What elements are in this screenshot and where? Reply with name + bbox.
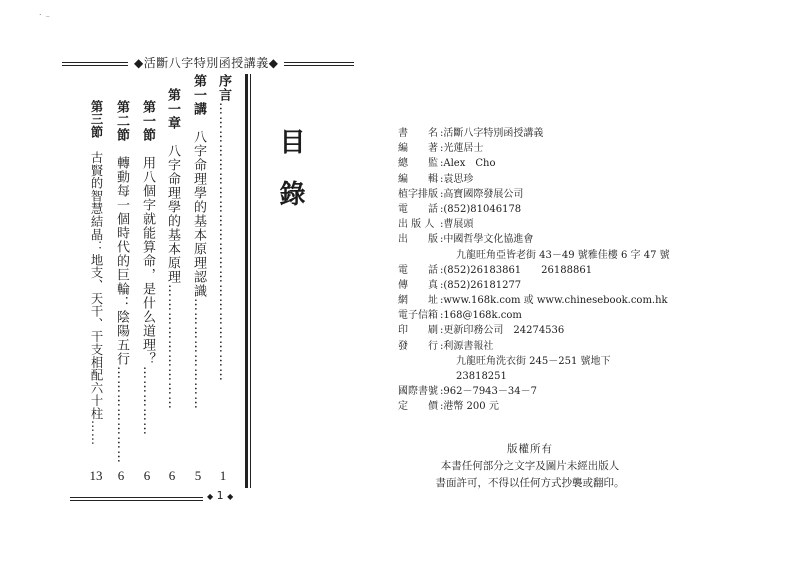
toc-page-number: 6 (117, 468, 125, 483)
colophon-key: 定 價 (398, 401, 438, 413)
colophon-key: 出 版 人 (398, 219, 435, 231)
page-number (203, 489, 237, 502)
colophon-key: 發 行 (398, 340, 438, 352)
toc-label: 第三節 (89, 100, 104, 139)
colophon-value: :更新印務公司 24274536 (440, 325, 565, 337)
colophon-key: 網 址 (398, 295, 438, 307)
toc-label: 第二節 (114, 100, 129, 142)
toc-page-number: 6 (143, 468, 151, 483)
colophon-key: 總 監 (398, 158, 438, 170)
toc-page-number: 1 (219, 468, 227, 483)
toc-label: 第一講 (191, 74, 206, 116)
toc-title: 古賢的智慧結晶：地支、天干、干支相配六十柱 (89, 151, 103, 421)
toc-label: 序言 (216, 74, 231, 102)
colophon-value: :高寶國際發展公司 (440, 188, 524, 200)
colophon-value: 九龍旺角洗衣街 245－251 號地下 (456, 355, 611, 367)
toc-entry-section-3[interactable] (86, 100, 106, 472)
colophon-key: 電 話 (398, 264, 438, 276)
diamond-ornament-icon: ◆ (227, 492, 234, 501)
toc-leader: …………………… (191, 298, 206, 410)
toc-title: 八字命理學的基本原理 (165, 144, 180, 284)
colophon-key: 植字排版 (398, 188, 438, 200)
colophon-key: 傳 真 (398, 279, 438, 291)
colophon-value: :光蓮居士 (440, 143, 484, 155)
colophon-value: 23818251 (456, 371, 507, 382)
colophon-value: :袁思珍 (440, 173, 474, 185)
colophon-key: 編 輯 (398, 173, 438, 185)
colophon-value: :www.168k.com 或 www.chinesebook.com.hk (440, 295, 668, 307)
toc-title: 八字命理學的基本原理認識 (191, 130, 206, 298)
colophon-value: :利源書報社 (440, 340, 494, 352)
toc-leader: …… (89, 420, 103, 446)
toc-leader: ……………………… (165, 284, 180, 410)
copyright-heading: 版權所有 (507, 443, 553, 455)
copyright-line: 本書任何部分之文字及圖片未經出版人 (440, 460, 620, 472)
colophon-value: :168@168k.com (440, 310, 522, 322)
divider-rule-thin (250, 74, 251, 488)
toc-entry-lecture-1[interactable] (188, 74, 208, 474)
toc-leader: …………………………………………………… (216, 102, 231, 382)
colophon-value: :962－7943－34－7 (440, 386, 537, 398)
colophon-value: :中國哲學文化協進會 (440, 234, 534, 246)
toc-entry-section-1[interactable] (137, 100, 157, 500)
colophon-key: 電 話 (398, 203, 438, 215)
copyright-line: 書面許可，不得以任何方式抄襲或翻印。 (435, 477, 625, 489)
colophon-value: 九龍旺角亞皆老街 43－49 號雅佳樓 6 字 47 號 (456, 249, 670, 261)
diamond-ornament-icon: ◆ (207, 492, 214, 501)
toc-entry-section-2[interactable] (111, 100, 131, 500)
toc-page-number: 6 (168, 468, 176, 483)
colophon-value: :港幣 200 元 (440, 401, 499, 413)
scan-mark: ˙ ⁻ (38, 14, 51, 24)
colophon-key: 電子信箱 (398, 310, 438, 322)
toc-entry-preface[interactable] (213, 74, 233, 474)
colophon-key: 出 版 (398, 234, 438, 246)
toc-page-number: 5 (194, 468, 202, 483)
toc-title: 用八個字就能算命，是什么道理？ (140, 156, 155, 366)
running-header: ◆活斷八字特別函授講義◆ (128, 54, 284, 71)
divider-rule-thick (245, 74, 248, 488)
toc-leader: ………………… (114, 366, 129, 464)
colophon-value: :曹展頭 (440, 219, 474, 231)
colophon-key: 印 刷 (398, 325, 438, 337)
colophon-value: :(852)26183861 26188861 (440, 264, 593, 276)
colophon-value: :(852)81046178 (440, 203, 522, 215)
colophon-key: 編 著 (398, 143, 438, 155)
colophon-key: 書 名 (398, 128, 438, 139)
colophon-key: 國際書號 (398, 386, 438, 398)
toc-heading: 目錄 (275, 128, 305, 232)
colophon-value: :(852)26181277 (440, 279, 522, 291)
copyright-notice (420, 441, 640, 492)
toc-leader: …………… (140, 366, 155, 436)
toc-title: 轉動每一個時代的巨輪：陰陽五行 (114, 156, 129, 366)
toc-entry-chapter-1[interactable] (162, 88, 182, 488)
toc-page-number: 13 (89, 468, 103, 483)
toc-label: 第一節 (140, 100, 155, 142)
page-number-value: 1 (216, 489, 224, 502)
colophon-value: :Alex Cho (440, 158, 496, 170)
toc-label: 第一章 (165, 88, 180, 130)
colophon-value: :活斷八字特別函授講義 (440, 128, 544, 139)
